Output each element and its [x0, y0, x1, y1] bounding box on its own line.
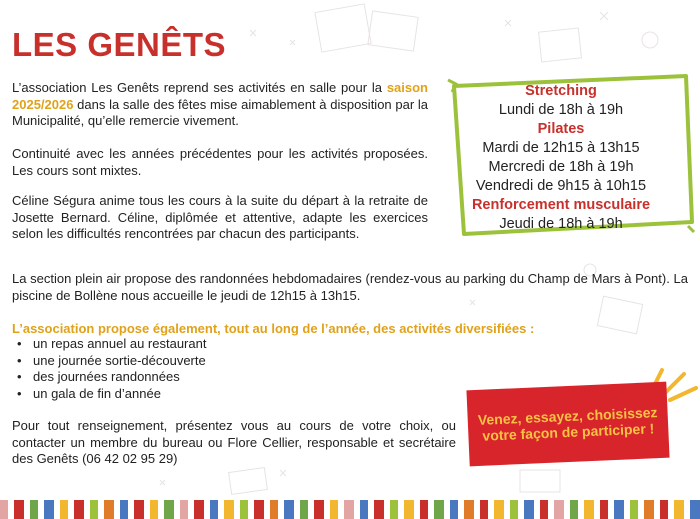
schedule-activity-pilates: Pilates — [537, 121, 585, 137]
list-item: • un repas annuel au restaurant — [17, 336, 206, 353]
list-item: • des journées randonnées — [17, 369, 206, 386]
intro-paragraph — [12, 80, 428, 130]
activities-list — [17, 336, 206, 402]
season-highlight: saison 2025/2026 — [12, 80, 428, 112]
intro-text-start: L’association Les Genêts reprend ses activités en salle pour la — [12, 80, 387, 95]
call-to-action-text: Venez, essayez, choisissez votre façon de participer ! — [477, 404, 658, 444]
schedule-slot: Mardi de 12h15 à 13h15 — [482, 140, 640, 156]
intro-text-end: dans la salle des fêtes mise aimablement à disposition par la Municipalité, qu’elle remercie vivement. — [12, 96, 428, 128]
schedule-activity-stretching: Stretching — [525, 83, 597, 99]
continuity-paragraph: Continuité avec les années précédentes pour les activités proposées. Les cours sont mixtes. — [12, 146, 428, 178]
schedule-activity-renforcement: Renforcement musculaire — [471, 197, 651, 213]
instructor-paragraph: Céline Ségura anime tous les cours à la suite du départ à la retraite de Josette Bernard. Céline, diplômée et attentive, adapte les exercices selon les difficultés rencontrées par chacun des participants. — [12, 193, 428, 241]
schedule-slot: Lundi de 18h à 19h — [498, 102, 624, 118]
schedule-slot: Vendredi de 9h15 à 10h15 — [475, 178, 647, 194]
list-item: • un gala de fin d’année — [17, 386, 206, 403]
list-item: • une journée sortie-découverte — [17, 353, 206, 370]
page-title: LES GENÊTS — [12, 26, 227, 63]
outdoor-paragraph: La section plein air propose des randonnées hebdomadaires (rendez-vous au parking du Champ de Mars à Pont). La piscine de Bollène nous accueille le jeudi de 12h15 à 13h15. — [12, 271, 688, 303]
schedule-slot: Mercredi de 18h à 19h — [488, 159, 634, 175]
schedule-slot: Jeudi de 18h à 19h — [499, 216, 623, 232]
call-to-action-banner — [466, 382, 669, 467]
schedule-box — [470, 82, 652, 234]
activities-heading: L’association propose également, tout au long de l’année, des activités diversifiées : — [12, 321, 535, 336]
contact-paragraph: Pour tout renseignement, présentez vous au cours de votre choix, ou contacter un membre du bureau ou Flore Cellier, responsable et secrétaire des Genêts (06 42 02 95 29) — [12, 418, 456, 466]
bottom-color-strip — [0, 494, 700, 519]
